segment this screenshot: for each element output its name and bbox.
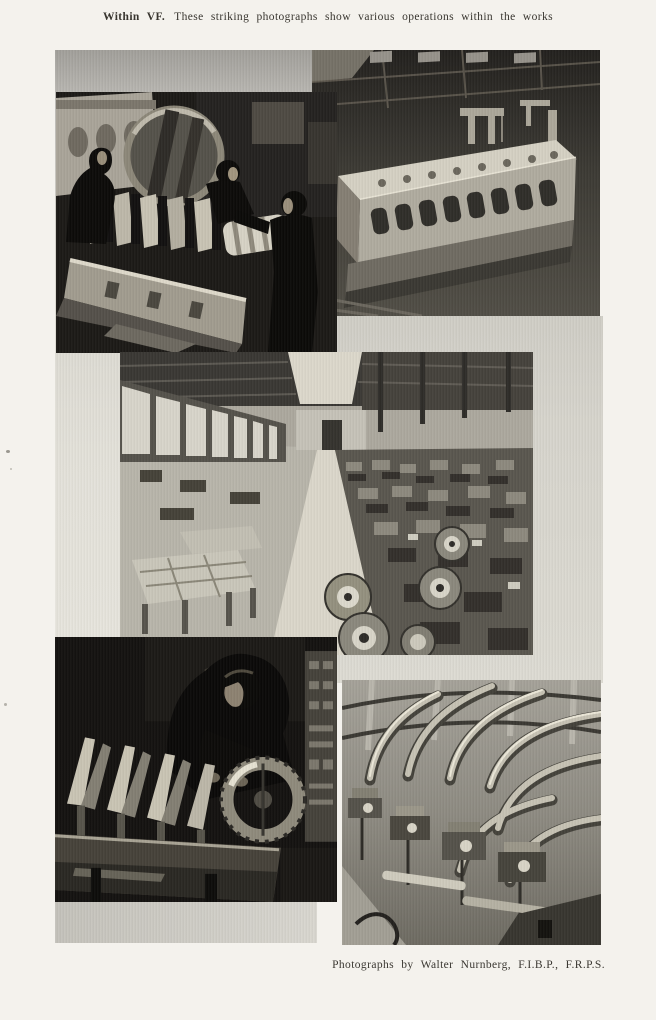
top-caption-text: These striking photographs show various operations within the works [174,11,553,23]
top-caption-lead: Within VF. [103,11,166,23]
photo-engine-block-shop [312,50,600,316]
photo-engines-pipework [342,680,601,945]
top-caption [0,11,656,23]
scan-speck [10,468,12,470]
scan-speck [4,703,7,706]
photo-credit: Photographs by Walter Nurnberg, F.I.B.P., F.R.P.S. [332,959,605,971]
scan-speck [6,450,10,453]
gray-backing-bottom-left [55,900,317,943]
photo-fitter-at-bench [55,637,337,902]
photo-erecting-shop-panorama [120,352,533,655]
photo-crankshaft-fitting [56,92,337,353]
